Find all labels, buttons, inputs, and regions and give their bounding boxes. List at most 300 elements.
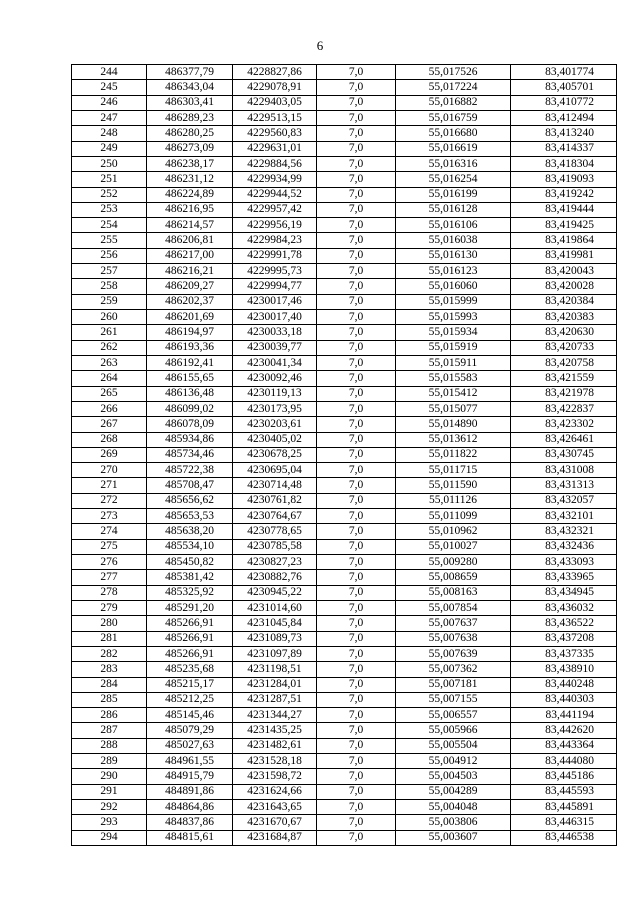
- table-row: [72, 294, 617, 309]
- coord-x-cell: 486202,37: [147, 294, 233, 309]
- longitude-cell: 83,441194: [511, 708, 617, 723]
- coord-x-cell: 486209,27: [147, 279, 233, 294]
- error-value-cell: 7,0: [317, 110, 396, 125]
- error-value-cell: 7,0: [317, 386, 396, 401]
- table-row: [72, 815, 617, 830]
- latitude-cell: 55,016882: [396, 95, 511, 110]
- longitude-cell: 83,420384: [511, 294, 617, 309]
- latitude-cell: 55,005504: [396, 738, 511, 753]
- point-number-cell: 262: [72, 340, 147, 355]
- coord-y-cell: 4229078,91: [233, 80, 317, 95]
- latitude-cell: 55,007155: [396, 692, 511, 707]
- coord-x-cell: 486238,17: [147, 156, 233, 171]
- error-value-cell: 7,0: [317, 172, 396, 187]
- point-number-cell: 255: [72, 233, 147, 248]
- coord-x-cell: 485027,63: [147, 738, 233, 753]
- coord-x-cell: 485266,91: [147, 616, 233, 631]
- coord-y-cell: 4229995,73: [233, 264, 317, 279]
- table-row: [72, 310, 617, 325]
- point-number-cell: 244: [72, 65, 147, 80]
- table-row: [72, 478, 617, 493]
- error-value-cell: 7,0: [317, 279, 396, 294]
- longitude-cell: 83,414337: [511, 141, 617, 156]
- longitude-cell: 83,410772: [511, 95, 617, 110]
- point-number-cell: 284: [72, 677, 147, 692]
- coord-x-cell: 486303,41: [147, 95, 233, 110]
- coord-x-cell: 486217,00: [147, 248, 233, 263]
- error-value-cell: 7,0: [317, 815, 396, 830]
- table-row: [72, 600, 617, 615]
- table-row: [72, 738, 617, 753]
- point-number-cell: 265: [72, 386, 147, 401]
- point-number-cell: 264: [72, 371, 147, 386]
- longitude-cell: 83,432436: [511, 539, 617, 554]
- latitude-cell: 55,007637: [396, 616, 511, 631]
- coord-x-cell: 484961,55: [147, 754, 233, 769]
- latitude-cell: 55,016130: [396, 248, 511, 263]
- latitude-cell: 55,007854: [396, 600, 511, 615]
- coord-y-cell: 4229403,05: [233, 95, 317, 110]
- latitude-cell: 55,016316: [396, 156, 511, 171]
- coord-y-cell: 4230695,04: [233, 463, 317, 478]
- coord-x-cell: 485450,82: [147, 555, 233, 570]
- point-number-cell: 257: [72, 264, 147, 279]
- coord-y-cell: 4231344,27: [233, 708, 317, 723]
- longitude-cell: 83,412494: [511, 110, 617, 125]
- coord-x-cell: 486099,02: [147, 401, 233, 416]
- longitude-cell: 83,438910: [511, 662, 617, 677]
- table-row: [72, 432, 617, 447]
- table-row: [72, 325, 617, 340]
- latitude-cell: 55,015911: [396, 355, 511, 370]
- longitude-cell: 83,437335: [511, 646, 617, 661]
- latitude-cell: 55,011590: [396, 478, 511, 493]
- error-value-cell: 7,0: [317, 600, 396, 615]
- coord-y-cell: 4229994,77: [233, 279, 317, 294]
- error-value-cell: 7,0: [317, 156, 396, 171]
- latitude-cell: 55,008163: [396, 585, 511, 600]
- error-value-cell: 7,0: [317, 417, 396, 432]
- coord-x-cell: 485722,38: [147, 463, 233, 478]
- coord-x-cell: 486192,41: [147, 355, 233, 370]
- longitude-cell: 83,419444: [511, 202, 617, 217]
- coord-y-cell: 4230039,77: [233, 340, 317, 355]
- error-value-cell: 7,0: [317, 555, 396, 570]
- coord-x-cell: 485266,91: [147, 646, 233, 661]
- longitude-cell: 83,443364: [511, 738, 617, 753]
- coord-y-cell: 4230033,18: [233, 325, 317, 340]
- coord-y-cell: 4230761,82: [233, 493, 317, 508]
- error-value-cell: 7,0: [317, 141, 396, 156]
- longitude-cell: 83,444080: [511, 754, 617, 769]
- error-value-cell: 7,0: [317, 784, 396, 799]
- longitude-cell: 83,446315: [511, 815, 617, 830]
- table-row: [72, 187, 617, 202]
- coord-y-cell: 4229934,99: [233, 172, 317, 187]
- coord-x-cell: 486193,36: [147, 340, 233, 355]
- coord-y-cell: 4229956,19: [233, 218, 317, 233]
- table-row: [72, 524, 617, 539]
- coord-x-cell: 484891,86: [147, 784, 233, 799]
- latitude-cell: 55,016199: [396, 187, 511, 202]
- point-number-cell: 258: [72, 279, 147, 294]
- point-number-cell: 259: [72, 294, 147, 309]
- coord-y-cell: 4230017,46: [233, 294, 317, 309]
- coord-y-cell: 4230119,13: [233, 386, 317, 401]
- table-row: [72, 723, 617, 738]
- coord-y-cell: 4230017,40: [233, 310, 317, 325]
- longitude-cell: 83,440303: [511, 692, 617, 707]
- error-value-cell: 7,0: [317, 202, 396, 217]
- table-row: [72, 509, 617, 524]
- error-value-cell: 7,0: [317, 187, 396, 202]
- point-number-cell: 278: [72, 585, 147, 600]
- latitude-cell: 55,016759: [396, 110, 511, 125]
- latitude-cell: 55,015919: [396, 340, 511, 355]
- coord-x-cell: 485534,10: [147, 539, 233, 554]
- error-value-cell: 7,0: [317, 723, 396, 738]
- point-number-cell: 256: [72, 248, 147, 263]
- longitude-cell: 83,445186: [511, 769, 617, 784]
- coord-x-cell: 486289,23: [147, 110, 233, 125]
- coord-x-cell: 485638,20: [147, 524, 233, 539]
- table-row: [72, 769, 617, 784]
- longitude-cell: 83,420028: [511, 279, 617, 294]
- coord-y-cell: 4231014,60: [233, 600, 317, 615]
- point-number-cell: 253: [72, 202, 147, 217]
- coord-x-cell: 486078,09: [147, 417, 233, 432]
- longitude-cell: 83,431313: [511, 478, 617, 493]
- point-number-cell: 274: [72, 524, 147, 539]
- coord-x-cell: 485656,62: [147, 493, 233, 508]
- point-number-cell: 267: [72, 417, 147, 432]
- coord-y-cell: 4230678,25: [233, 447, 317, 462]
- latitude-cell: 55,015999: [396, 294, 511, 309]
- error-value-cell: 7,0: [317, 800, 396, 815]
- coord-y-cell: 4229957,42: [233, 202, 317, 217]
- coord-x-cell: 484815,61: [147, 830, 233, 845]
- longitude-cell: 83,422837: [511, 401, 617, 416]
- coord-y-cell: 4231089,73: [233, 631, 317, 646]
- longitude-cell: 83,432101: [511, 509, 617, 524]
- error-value-cell: 7,0: [317, 692, 396, 707]
- longitude-cell: 83,430745: [511, 447, 617, 462]
- coord-y-cell: 4230092,46: [233, 371, 317, 386]
- point-number-cell: 290: [72, 769, 147, 784]
- longitude-cell: 83,421978: [511, 386, 617, 401]
- table-row: [72, 570, 617, 585]
- latitude-cell: 55,016254: [396, 172, 511, 187]
- point-number-cell: 294: [72, 830, 147, 845]
- latitude-cell: 55,014890: [396, 417, 511, 432]
- point-number-cell: 285: [72, 692, 147, 707]
- table-body: [72, 65, 617, 846]
- latitude-cell: 55,017224: [396, 80, 511, 95]
- coord-x-cell: 486224,89: [147, 187, 233, 202]
- point-number-cell: 280: [72, 616, 147, 631]
- latitude-cell: 55,003607: [396, 830, 511, 845]
- error-value-cell: 7,0: [317, 570, 396, 585]
- coord-x-cell: 486201,69: [147, 310, 233, 325]
- error-value-cell: 7,0: [317, 585, 396, 600]
- coord-y-cell: 4230827,23: [233, 555, 317, 570]
- coord-y-cell: 4230785,58: [233, 539, 317, 554]
- error-value-cell: 7,0: [317, 662, 396, 677]
- error-value-cell: 7,0: [317, 248, 396, 263]
- point-number-cell: 275: [72, 539, 147, 554]
- point-number-cell: 270: [72, 463, 147, 478]
- coord-x-cell: 485381,42: [147, 570, 233, 585]
- longitude-cell: 83,426461: [511, 432, 617, 447]
- error-value-cell: 7,0: [317, 218, 396, 233]
- coord-y-cell: 4231670,67: [233, 815, 317, 830]
- coord-x-cell: 485291,20: [147, 600, 233, 615]
- coord-y-cell: 4231624,66: [233, 784, 317, 799]
- point-number-cell: 250: [72, 156, 147, 171]
- longitude-cell: 83,436032: [511, 600, 617, 615]
- coord-x-cell: 486216,95: [147, 202, 233, 217]
- coord-y-cell: 4230173,95: [233, 401, 317, 416]
- coord-y-cell: 4231482,61: [233, 738, 317, 753]
- latitude-cell: 55,016060: [396, 279, 511, 294]
- longitude-cell: 83,432321: [511, 524, 617, 539]
- latitude-cell: 55,015993: [396, 310, 511, 325]
- coord-x-cell: 485145,46: [147, 708, 233, 723]
- coord-y-cell: 4229991,78: [233, 248, 317, 263]
- error-value-cell: 7,0: [317, 355, 396, 370]
- coord-y-cell: 4231287,51: [233, 692, 317, 707]
- point-number-cell: 271: [72, 478, 147, 493]
- longitude-cell: 83,437208: [511, 631, 617, 646]
- latitude-cell: 55,016038: [396, 233, 511, 248]
- latitude-cell: 55,011822: [396, 447, 511, 462]
- latitude-cell: 55,010027: [396, 539, 511, 554]
- table-row: [72, 218, 617, 233]
- error-value-cell: 7,0: [317, 754, 396, 769]
- latitude-cell: 55,007638: [396, 631, 511, 646]
- table-row: [72, 830, 617, 845]
- table-row: [72, 646, 617, 661]
- coord-y-cell: 4231643,65: [233, 800, 317, 815]
- latitude-cell: 55,011126: [396, 493, 511, 508]
- coord-x-cell: 485266,91: [147, 631, 233, 646]
- longitude-cell: 83,405701: [511, 80, 617, 95]
- coord-x-cell: 485653,53: [147, 509, 233, 524]
- longitude-cell: 83,423302: [511, 417, 617, 432]
- coord-y-cell: 4228827,86: [233, 65, 317, 80]
- coord-x-cell: 485235,68: [147, 662, 233, 677]
- table-row: [72, 585, 617, 600]
- coord-y-cell: 4230405,02: [233, 432, 317, 447]
- table-row: [72, 172, 617, 187]
- coord-x-cell: 486214,57: [147, 218, 233, 233]
- coord-y-cell: 4229560,83: [233, 126, 317, 141]
- error-value-cell: 7,0: [317, 646, 396, 661]
- coord-y-cell: 4230041,34: [233, 355, 317, 370]
- point-number-cell: 287: [72, 723, 147, 738]
- point-number-cell: 252: [72, 187, 147, 202]
- latitude-cell: 55,007362: [396, 662, 511, 677]
- point-number-cell: 279: [72, 600, 147, 615]
- table-row: [72, 80, 617, 95]
- latitude-cell: 55,004048: [396, 800, 511, 815]
- latitude-cell: 55,005966: [396, 723, 511, 738]
- error-value-cell: 7,0: [317, 708, 396, 723]
- error-value-cell: 7,0: [317, 95, 396, 110]
- error-value-cell: 7,0: [317, 432, 396, 447]
- coord-y-cell: 4230945,22: [233, 585, 317, 600]
- point-number-cell: 276: [72, 555, 147, 570]
- latitude-cell: 55,016619: [396, 141, 511, 156]
- table-row: [72, 264, 617, 279]
- point-number-cell: 289: [72, 754, 147, 769]
- latitude-cell: 55,007181: [396, 677, 511, 692]
- longitude-cell: 83,419093: [511, 172, 617, 187]
- table-row: [72, 447, 617, 462]
- table-row: [72, 616, 617, 631]
- longitude-cell: 83,419425: [511, 218, 617, 233]
- error-value-cell: 7,0: [317, 65, 396, 80]
- coord-y-cell: 4231097,89: [233, 646, 317, 661]
- coord-y-cell: 4231284,01: [233, 677, 317, 692]
- table-row: [72, 631, 617, 646]
- longitude-cell: 83,419242: [511, 187, 617, 202]
- latitude-cell: 55,013612: [396, 432, 511, 447]
- longitude-cell: 83,442620: [511, 723, 617, 738]
- coord-x-cell: 486273,09: [147, 141, 233, 156]
- coord-x-cell: 485734,46: [147, 447, 233, 462]
- latitude-cell: 55,008659: [396, 570, 511, 585]
- coord-x-cell: 485079,29: [147, 723, 233, 738]
- coord-x-cell: 484864,86: [147, 800, 233, 815]
- longitude-cell: 83,418304: [511, 156, 617, 171]
- coord-y-cell: 4230714,48: [233, 478, 317, 493]
- longitude-cell: 83,420733: [511, 340, 617, 355]
- point-number-cell: 246: [72, 95, 147, 110]
- coord-x-cell: 484915,79: [147, 769, 233, 784]
- longitude-cell: 83,420630: [511, 325, 617, 340]
- coord-x-cell: 486343,04: [147, 80, 233, 95]
- error-value-cell: 7,0: [317, 340, 396, 355]
- error-value-cell: 7,0: [317, 830, 396, 845]
- table-row: [72, 539, 617, 554]
- coord-y-cell: 4231435,25: [233, 723, 317, 738]
- point-number-cell: 266: [72, 401, 147, 416]
- longitude-cell: 83,434945: [511, 585, 617, 600]
- coord-y-cell: 4229884,56: [233, 156, 317, 171]
- latitude-cell: 55,004503: [396, 769, 511, 784]
- longitude-cell: 83,433965: [511, 570, 617, 585]
- table-row: [72, 233, 617, 248]
- latitude-cell: 55,015412: [396, 386, 511, 401]
- coord-x-cell: 484837,86: [147, 815, 233, 830]
- point-number-cell: 292: [72, 800, 147, 815]
- point-number-cell: 261: [72, 325, 147, 340]
- coord-x-cell: 486136,48: [147, 386, 233, 401]
- latitude-cell: 55,016680: [396, 126, 511, 141]
- latitude-cell: 55,011099: [396, 509, 511, 524]
- point-number-cell: 277: [72, 570, 147, 585]
- longitude-cell: 83,421559: [511, 371, 617, 386]
- error-value-cell: 7,0: [317, 738, 396, 753]
- error-value-cell: 7,0: [317, 769, 396, 784]
- coord-x-cell: 486155,65: [147, 371, 233, 386]
- coord-x-cell: 486231,12: [147, 172, 233, 187]
- error-value-cell: 7,0: [317, 294, 396, 309]
- table-row: [72, 126, 617, 141]
- point-number-cell: 281: [72, 631, 147, 646]
- coord-y-cell: 4231528,18: [233, 754, 317, 769]
- table-row: [72, 708, 617, 723]
- coord-y-cell: 4230882,76: [233, 570, 317, 585]
- point-number-cell: 260: [72, 310, 147, 325]
- point-number-cell: 249: [72, 141, 147, 156]
- table-row: [72, 401, 617, 416]
- latitude-cell: 55,009280: [396, 555, 511, 570]
- latitude-cell: 55,011715: [396, 463, 511, 478]
- table-row: [72, 386, 617, 401]
- error-value-cell: 7,0: [317, 493, 396, 508]
- table-row: [72, 340, 617, 355]
- coord-x-cell: 486206,81: [147, 233, 233, 248]
- coord-x-cell: 485708,47: [147, 478, 233, 493]
- error-value-cell: 7,0: [317, 478, 396, 493]
- error-value-cell: 7,0: [317, 463, 396, 478]
- point-number-cell: 288: [72, 738, 147, 753]
- page-number: 6: [316, 38, 324, 53]
- latitude-cell: 55,007639: [396, 646, 511, 661]
- error-value-cell: 7,0: [317, 264, 396, 279]
- table-row: [72, 355, 617, 370]
- coord-x-cell: 486280,25: [147, 126, 233, 141]
- coord-y-cell: 4231684,87: [233, 830, 317, 845]
- error-value-cell: 7,0: [317, 401, 396, 416]
- error-value-cell: 7,0: [317, 631, 396, 646]
- table-row: [72, 279, 617, 294]
- latitude-cell: 55,016106: [396, 218, 511, 233]
- latitude-cell: 55,016123: [396, 264, 511, 279]
- coord-y-cell: 4231045,84: [233, 616, 317, 631]
- coord-y-cell: 4230778,65: [233, 524, 317, 539]
- point-number-cell: 291: [72, 784, 147, 799]
- longitude-cell: 83,433093: [511, 555, 617, 570]
- coord-y-cell: 4231598,72: [233, 769, 317, 784]
- point-number-cell: 268: [72, 432, 147, 447]
- coordinates-table: [71, 64, 617, 846]
- error-value-cell: 7,0: [317, 126, 396, 141]
- latitude-cell: 55,015583: [396, 371, 511, 386]
- latitude-cell: 55,016128: [396, 202, 511, 217]
- error-value-cell: 7,0: [317, 233, 396, 248]
- table-row: [72, 95, 617, 110]
- longitude-cell: 83,431008: [511, 463, 617, 478]
- longitude-cell: 83,420043: [511, 264, 617, 279]
- longitude-cell: 83,420383: [511, 310, 617, 325]
- table-row: [72, 110, 617, 125]
- point-number-cell: 272: [72, 493, 147, 508]
- coord-y-cell: 4229944,52: [233, 187, 317, 202]
- error-value-cell: 7,0: [317, 539, 396, 554]
- table-row: [72, 677, 617, 692]
- point-number-cell: 248: [72, 126, 147, 141]
- point-number-cell: 247: [72, 110, 147, 125]
- point-number-cell: 293: [72, 815, 147, 830]
- coord-x-cell: 485215,17: [147, 677, 233, 692]
- error-value-cell: 7,0: [317, 80, 396, 95]
- coord-x-cell: 486216,21: [147, 264, 233, 279]
- error-value-cell: 7,0: [317, 325, 396, 340]
- longitude-cell: 83,436522: [511, 616, 617, 631]
